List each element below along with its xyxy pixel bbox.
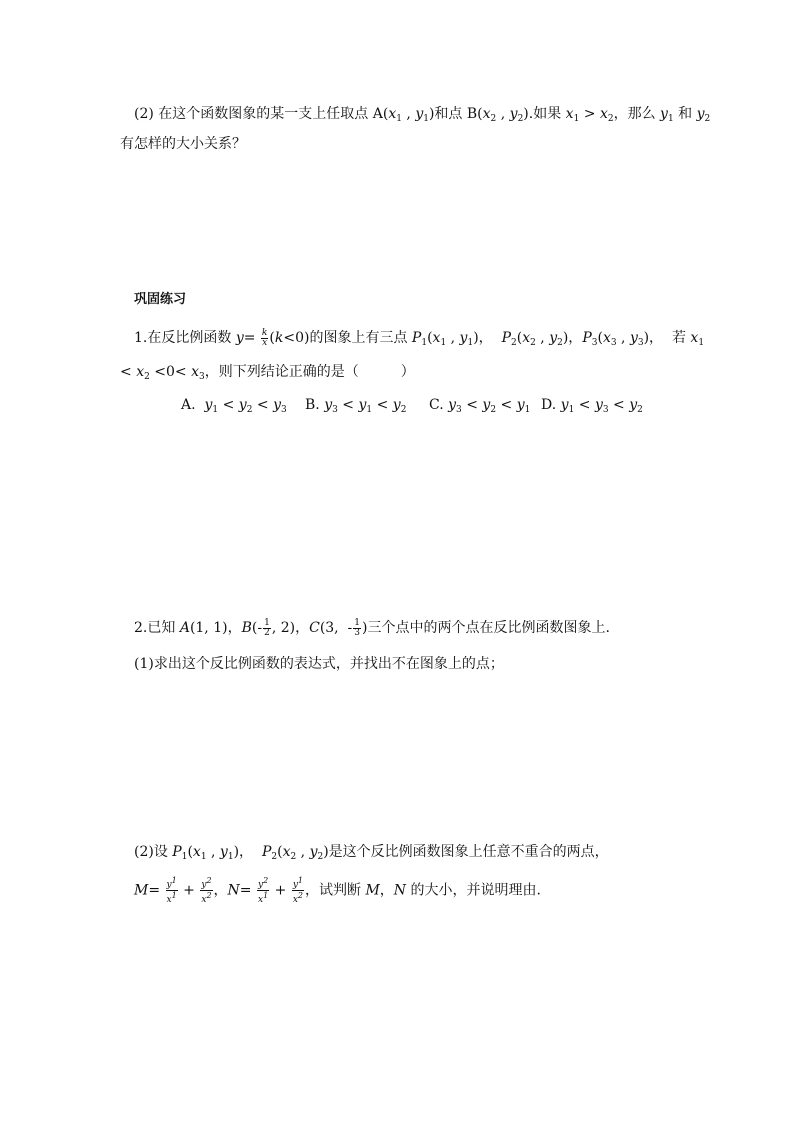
fraction-one-half: $\frac{1}{2}$	[264, 617, 270, 638]
fraction-one-third: $\frac{1}{3}$	[354, 617, 360, 638]
question-2-line-2: 有怎样的大小关系？	[120, 136, 246, 152]
option-b[interactable]: B. $y_3 < y_1 < y_2$	[305, 397, 407, 415]
exercise-2-line-1: 2.已知 A(1, 1)，B(- $\frac{1}{2}$ , 2)，C(3, - $\frac{1}{3}$ )三个点中的两个点在反比例函数图象上.	[134, 617, 610, 638]
exercise-1-line-1: 1.在反比例函数 y= $\frac{k}{x}$ (k<0)的图象上有三点 $P_1(x_1$ , $y_1$)， $P_2(x_2$ , $y_2$)，$P_3(x_3$ , $y_3$)， 若 $x_1$	[134, 327, 705, 348]
exercise-2-part-1: (1)求出这个反比例函数的表达式，并找出不在图象上的点；	[134, 656, 504, 672]
option-d[interactable]: D. $y_1 < y_3 < y_2$	[541, 397, 643, 415]
exercise-1-line-2: < $x_2 <0< x_3$，则下列结论正确的是（ ）	[120, 364, 415, 382]
exercise-2-part-2-line-1: (2)设 $P_1(x_1$ , $y_1$)， $P_2(x_2$ , $y_2$)是这个反比例函数图象上任意不重合的两点，	[134, 844, 609, 862]
option-c[interactable]: C. $y_3 < y_2 < y_1$	[429, 397, 531, 415]
exercise-2-part-2-line-2: M= $\frac{y^1}{x^1}$ + $\frac{y^2}{x^2}$ ，N= $\frac{y^2}{x^1}$ + $\frac{y^1}{x^2}$ ，试判断 M，N 的大小，并说明理由.	[134, 876, 541, 905]
section-title: 巩固练习	[134, 292, 187, 307]
question-2-line-1: (2) 在这个函数图象的某一支上任取点 $A(x_1$ , $y_1$)和点 $B(x_2$ , $y_2$).如果 $x_1 > x_2$，那么 $y_1$ 和 $y_2$	[134, 106, 711, 124]
option-a[interactable]: A. $y_1 < y_2 < y_3$	[181, 397, 287, 415]
fraction-k-over-x: $\frac{k}{x}$	[261, 327, 268, 348]
